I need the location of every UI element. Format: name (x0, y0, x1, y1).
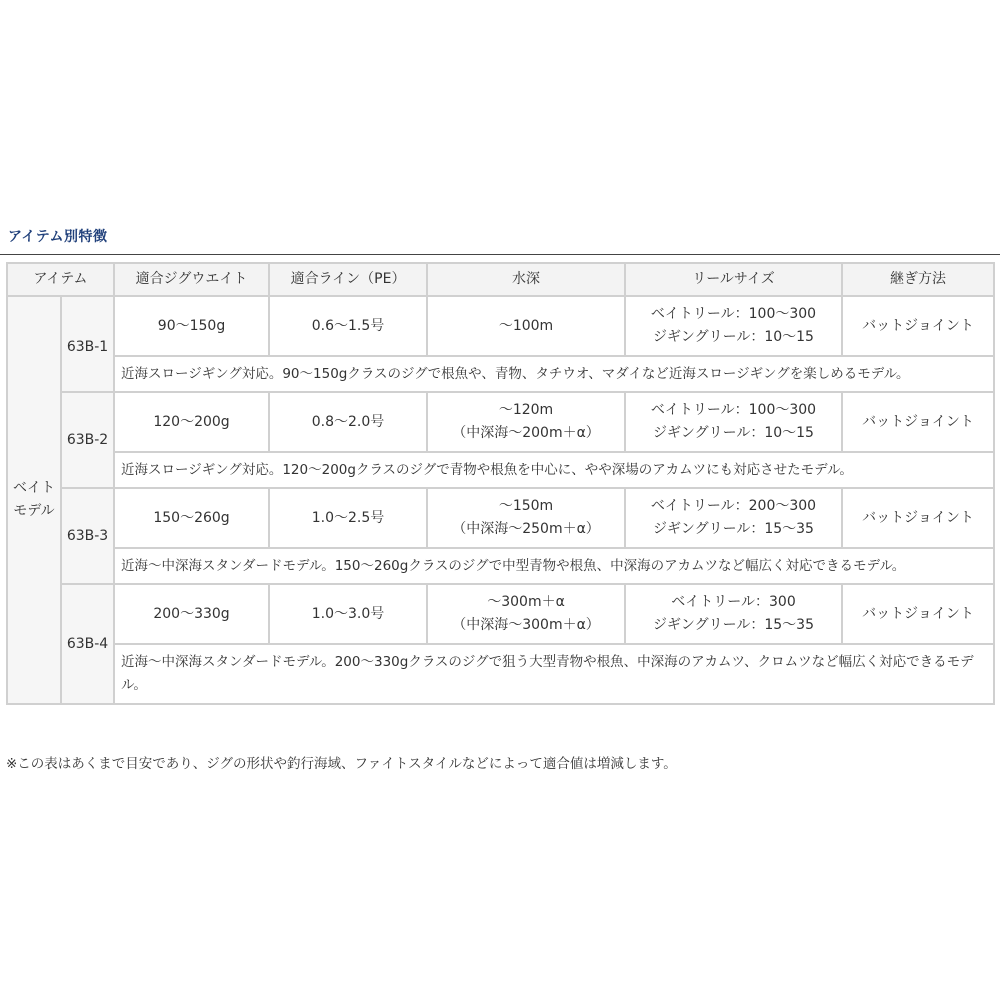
spec-table (6, 262, 995, 705)
item-name: 63B-4 (61, 584, 114, 704)
header-jig-weight: 適合ジグウエイト (114, 263, 269, 296)
header-item: アイテム (7, 263, 114, 296)
joint-cell: バットジョイント (842, 488, 994, 548)
header-reel-size: リールサイズ (625, 263, 842, 296)
reel-size-cell: ベイトリール：100～300 ジギングリール：10～15 (625, 392, 842, 452)
description-cell: 近海～中深海スタンダードモデル。200～330gクラスのジグで狙う大型青物や根魚、中深海のアカムツ、クロムツなど幅広く対応できるモデル。 (114, 644, 994, 704)
depth-cell: ～120m （中深海～200m＋α） (427, 392, 625, 452)
footnote: ※この表はあくまで目安であり、ジグの形状や釣行海域、ファイトスタイルなどによって適合値は増減します。 (6, 756, 677, 772)
joint-cell: バットジョイント (842, 296, 994, 356)
table-row (7, 488, 994, 548)
joint-cell: バットジョイント (842, 392, 994, 452)
group-label: ベイト モデル (7, 296, 61, 704)
table-header-row (7, 263, 994, 296)
header-joint: 継ぎ方法 (842, 263, 994, 296)
header-line: 適合ライン（PE） (269, 263, 427, 296)
depth-cell: ～100m (427, 296, 625, 356)
header-depth: 水深 (427, 263, 625, 296)
reel-size-cell: ベイトリール：300 ジギングリール：15～35 (625, 584, 842, 644)
item-name: 63B-2 (61, 392, 114, 488)
description-row (7, 644, 994, 704)
description-cell: 近海スロージギング対応。120～200gクラスのジグで青物や根魚を中心に、やや深場のアカムツにも対応させたモデル。 (114, 452, 994, 488)
description-cell: 近海～中深海スタンダードモデル。150～260gクラスのジグで中型青物や根魚、中深海のアカムツなど幅広く対応できるモデル。 (114, 548, 994, 584)
jig-weight-cell: 120～200g (114, 392, 269, 452)
table-row (7, 584, 994, 644)
jig-weight-cell: 150～260g (114, 488, 269, 548)
title-divider (0, 254, 1000, 255)
section-title: アイテム別特徴 (8, 229, 108, 245)
item-name: 63B-3 (61, 488, 114, 584)
joint-cell: バットジョイント (842, 584, 994, 644)
jig-weight-cell: 90～150g (114, 296, 269, 356)
reel-size-cell: ベイトリール：100～300 ジギングリール：10～15 (625, 296, 842, 356)
reel-size-cell: ベイトリール：200～300 ジギングリール：15～35 (625, 488, 842, 548)
description-row (7, 356, 994, 392)
table-row (7, 392, 994, 452)
item-name: 63B-1 (61, 296, 114, 392)
description-row (7, 548, 994, 584)
line-cell: 1.0～3.0号 (269, 584, 427, 644)
depth-cell: ～300m＋α （中深海～300m＋α） (427, 584, 625, 644)
description-cell: 近海スロージギング対応。90～150gクラスのジグで根魚や、青物、タチウオ、マダイなど近海スロージギングを楽しめるモデル。 (114, 356, 994, 392)
line-cell: 1.0～2.5号 (269, 488, 427, 548)
line-cell: 0.8～2.0号 (269, 392, 427, 452)
line-cell: 0.6～1.5号 (269, 296, 427, 356)
depth-cell: ～150m （中深海～250m＋α） (427, 488, 625, 548)
jig-weight-cell: 200～330g (114, 584, 269, 644)
description-row (7, 452, 994, 488)
table-row (7, 296, 994, 356)
